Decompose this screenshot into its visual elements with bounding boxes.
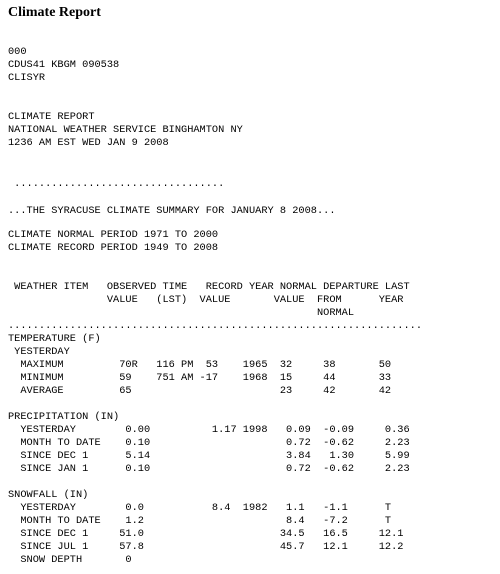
report-line: ................................................................... <box>8 320 423 332</box>
report-line: MONTH TO DATE 0.10 0.72 -0.62 2.23 <box>8 437 410 449</box>
report-line: SNOW DEPTH 0 <box>8 554 132 566</box>
report-line: SINCE DEC 1 51.0 34.5 16.5 12.1 <box>8 528 404 540</box>
report-line: CLIMATE NORMAL PERIOD 1971 TO 2000 <box>8 229 219 241</box>
report-line: PRECIPITATION (IN) <box>8 411 120 423</box>
report-line: CDUS41 KBGM 090538 <box>8 59 120 71</box>
report-line: CLIMATE REPORT <box>8 111 95 123</box>
report-line: MINIMUM 59 751 AM -17 1968 15 44 33 <box>8 372 392 384</box>
report-line: SINCE DEC 1 5.14 3.84 1.30 5.99 <box>8 450 410 462</box>
report-line: 000 <box>8 46 27 58</box>
report-line: SINCE JUL 1 57.8 45.7 12.1 12.2 <box>8 541 404 553</box>
report-line: WEATHER ITEM OBSERVED TIME RECORD YEAR NORMAL DEPARTURE LAST <box>8 281 410 293</box>
report-line: YESTERDAY 0.0 8.4 1982 1.1 -1.1 T <box>8 502 392 514</box>
report-line: CLISYR <box>8 72 46 84</box>
report-line: MONTH TO DATE 1.2 8.4 -7.2 T <box>8 515 392 527</box>
report-line: NORMAL <box>8 307 355 319</box>
report-line: ...THE SYRACUSE CLIMATE SUMMARY FOR JANUARY 8 2008... <box>8 205 336 217</box>
report-line: VALUE (LST) VALUE VALUE FROM YEAR <box>8 294 404 306</box>
page-title: Climate Report <box>8 5 101 20</box>
report-line: SNOWFALL (IN) <box>8 489 89 501</box>
report-line: YESTERDAY 0.00 1.17 1998 0.09 -0.09 0.36 <box>8 424 410 436</box>
report-line: .................................. <box>8 178 225 190</box>
report-line: SINCE JAN 1 0.10 0.72 -0.62 2.23 <box>8 463 410 475</box>
report-line: 1236 AM EST WED JAN 9 2008 <box>8 137 169 149</box>
report-line: CLIMATE RECORD PERIOD 1949 TO 2008 <box>8 242 219 254</box>
report-line: TEMPERATURE (F) <box>8 333 101 345</box>
report-line: AVERAGE 65 23 42 42 <box>8 385 392 397</box>
report-line: NATIONAL WEATHER SERVICE BINGHAMTON NY <box>8 124 243 136</box>
report-line: MAXIMUM 70R 116 PM 53 1965 32 38 50 <box>8 359 392 371</box>
report-line: YESTERDAY <box>8 346 70 358</box>
